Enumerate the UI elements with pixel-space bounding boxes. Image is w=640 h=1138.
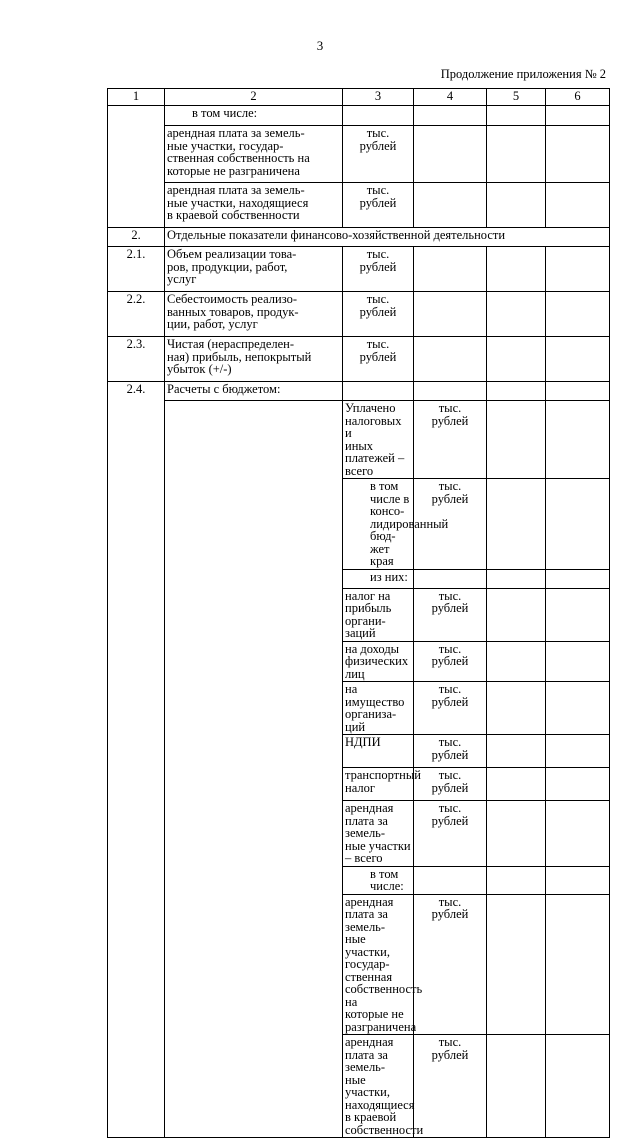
row-number-cell: 2.1.	[108, 247, 165, 292]
indicator-label-cell: Себестоимость реализо- ванных товаров, продук- ции, работ, услуг	[165, 292, 343, 337]
value-cell-col-4	[414, 337, 487, 382]
value-cell-col-4	[487, 894, 546, 1035]
indicator-label-cell: в том числе в консо- лидированный бюд- жет края	[343, 479, 414, 570]
unit-cell: тыс. рублей	[414, 801, 487, 867]
value-cell-col-4	[487, 682, 546, 735]
value-cell-col-5	[546, 641, 610, 682]
indicator-label-cell: арендная плата за земель- ные участки, находящиеся в краевой собственности	[343, 1035, 414, 1138]
unit-cell	[343, 106, 414, 126]
report-table	[107, 88, 610, 1138]
value-cell-col-5	[546, 735, 610, 768]
indicator-label-cell: налог на прибыль органи- заций	[343, 588, 414, 641]
value-cell-col-6	[546, 337, 610, 382]
value-cell-col-6	[546, 382, 610, 401]
value-cell-col-5	[487, 106, 546, 126]
indicator-label-cell: в том числе:	[165, 106, 343, 126]
column-header-6: 6	[546, 89, 610, 106]
column-header-2: 2	[165, 89, 343, 106]
indicator-label-cell: Чистая (нераспределен- ная) прибыль, непокрытый убыток (+/-)	[165, 337, 343, 382]
indicator-label-cell: в том числе:	[343, 866, 414, 894]
value-cell-col-5	[487, 382, 546, 401]
table-row	[108, 382, 610, 401]
column-header-4: 4	[414, 89, 487, 106]
value-cell-col-5	[546, 682, 610, 735]
indicator-label-cell: арендная плата за земель- ные участки, государ- ственная собственность на которые не разграничена	[343, 894, 414, 1035]
value-cell-col-6	[546, 126, 610, 183]
value-cell-col-4	[487, 588, 546, 641]
value-cell-col-4	[414, 126, 487, 183]
unit-cell: тыс. рублей	[414, 641, 487, 682]
table-row	[108, 126, 610, 183]
value-cell-col-6	[546, 106, 610, 126]
indicator-label-cell: Расчеты с бюджетом:	[165, 382, 343, 401]
indicator-label-cell: арендная плата за земель- ные участки – всего	[343, 801, 414, 867]
unit-cell: тыс. рублей	[414, 479, 487, 570]
value-cell-col-6	[546, 183, 610, 228]
unit-cell: тыс. рублей	[414, 894, 487, 1035]
value-cell-col-4	[487, 768, 546, 801]
unit-cell	[414, 866, 487, 894]
indicator-label-cell: транспортный налог	[343, 768, 414, 801]
row-number-cell: 2.2.	[108, 292, 165, 337]
unit-cell: тыс. рублей	[343, 126, 414, 183]
indicator-label-cell: арендная плата за земель- ные участки, находящиеся в краевой собственности	[165, 183, 343, 228]
row-number-cell: 2.3.	[108, 337, 165, 382]
value-cell-col-4	[414, 382, 487, 401]
value-cell-col-5	[487, 337, 546, 382]
unit-cell	[414, 569, 487, 588]
unit-cell: тыс. рублей	[343, 247, 414, 292]
unit-cell	[343, 382, 414, 401]
value-cell-col-4	[487, 479, 546, 570]
value-cell-col-4	[487, 1035, 546, 1138]
column-header-3: 3	[343, 89, 414, 106]
row-number-cell: 2.	[108, 228, 165, 247]
value-cell-col-5	[546, 479, 610, 570]
value-cell-col-4	[487, 569, 546, 588]
value-cell-col-5	[546, 569, 610, 588]
value-cell-col-4	[414, 247, 487, 292]
value-cell-col-5	[487, 247, 546, 292]
row-number-cell	[108, 106, 165, 228]
indicator-label-cell: на доходы физических лиц	[343, 641, 414, 682]
indicator-label-cell: арендная плата за земель- ные участки, государ- ственная собственность на которые не разграничена	[165, 126, 343, 183]
report-table-body	[108, 89, 610, 1138]
value-cell-col-5	[546, 768, 610, 801]
value-cell-col-5	[487, 126, 546, 183]
value-cell-col-4	[487, 735, 546, 768]
table-row	[108, 292, 610, 337]
table-row	[108, 247, 610, 292]
value-cell-col-4	[487, 801, 546, 867]
unit-cell: тыс. рублей	[343, 183, 414, 228]
value-cell-col-5	[546, 588, 610, 641]
table-row	[108, 183, 610, 228]
value-cell-col-5	[487, 183, 546, 228]
row-number-cell	[165, 401, 343, 1138]
value-cell-col-5	[546, 801, 610, 867]
value-cell-col-6	[546, 292, 610, 337]
unit-cell: тыс. рублей	[414, 588, 487, 641]
unit-cell: тыс. рублей	[343, 337, 414, 382]
indicator-label-cell: на имущество организа- ций	[343, 682, 414, 735]
value-cell-col-4	[487, 401, 546, 479]
value-cell-col-5	[546, 1035, 610, 1138]
row-number-cell: 2.4.	[108, 382, 165, 1138]
value-cell-col-4	[414, 183, 487, 228]
table-row	[108, 228, 610, 247]
value-cell-col-4	[487, 866, 546, 894]
table-row	[108, 401, 610, 479]
unit-cell: тыс. рублей	[414, 735, 487, 768]
indicator-label-cell: НДПИ	[343, 735, 414, 768]
appendix-continuation-caption: Продолжение приложения № 2	[440, 67, 606, 81]
table-row	[108, 106, 610, 126]
column-header-5: 5	[487, 89, 546, 106]
indicator-label-cell: из них:	[343, 569, 414, 588]
unit-cell: тыс. рублей	[414, 768, 487, 801]
value-cell-col-6	[546, 247, 610, 292]
column-header-1: 1	[108, 89, 165, 106]
value-cell-col-4	[414, 106, 487, 126]
unit-cell: тыс. рублей	[343, 292, 414, 337]
value-cell-col-5	[546, 401, 610, 479]
indicator-label-cell: Объем реализации това- ров, продукции, работ, услуг	[165, 247, 343, 292]
unit-cell: тыс. рублей	[414, 1035, 487, 1138]
unit-cell: тыс. рублей	[414, 401, 487, 479]
value-cell-col-5	[546, 894, 610, 1035]
table-row	[108, 337, 610, 382]
value-cell-col-5	[546, 866, 610, 894]
value-cell-col-4	[487, 641, 546, 682]
unit-cell: тыс. рублей	[414, 682, 487, 735]
page-number: 3	[316, 38, 324, 53]
table-header-row	[108, 89, 610, 106]
value-cell-col-5	[487, 292, 546, 337]
indicator-label-cell: Уплачено налоговых и иных платежей – всего	[343, 401, 414, 479]
section-heading-cell: Отдельные показатели финансово-хозяйственной деятельности	[165, 228, 610, 247]
value-cell-col-4	[414, 292, 487, 337]
